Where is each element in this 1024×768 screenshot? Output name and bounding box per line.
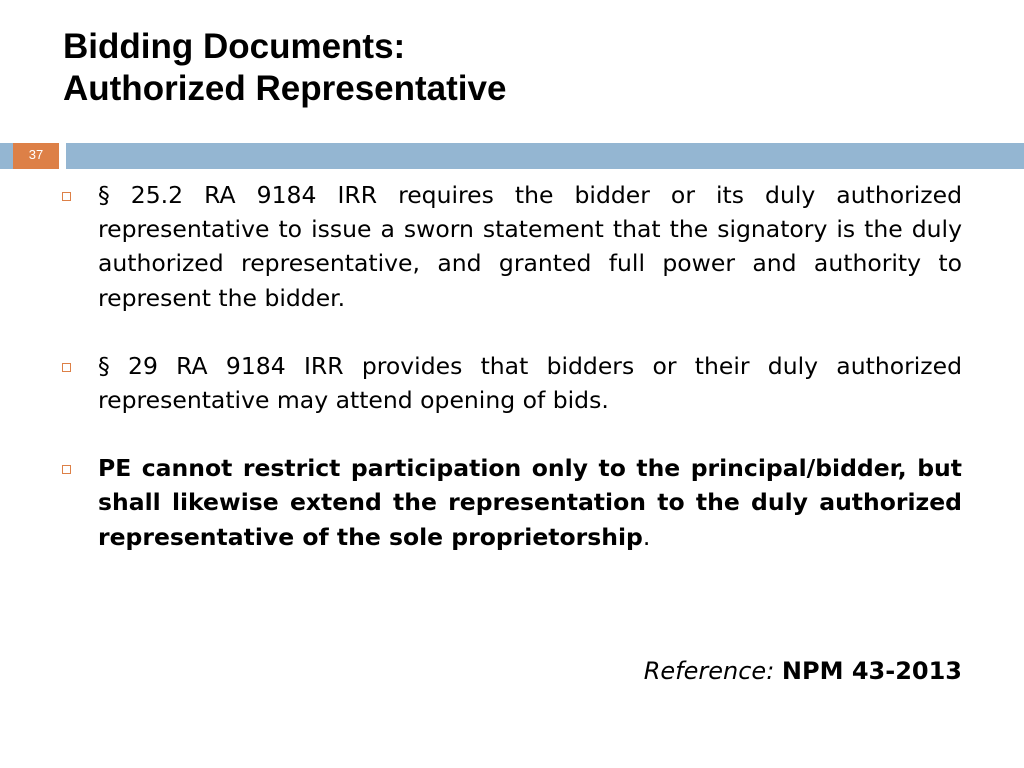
reference-note [644, 654, 962, 688]
bullet-text-3: PE cannot restrict participation only to the principal/bidder, but shall likewise extend the representation to the duly authorized representative of the sole proprietorship [98, 454, 962, 551]
page-number: 37 [13, 143, 59, 169]
reference-value: NPM 43-2013 [781, 657, 962, 685]
bullet-text-3-period: . [642, 522, 651, 551]
bullet-item-1 [62, 178, 962, 315]
header-rule-left [0, 143, 13, 169]
bullet-text-1: § 25.2 RA 9184 IRR requires the bidder or its duly authorized representative to issue a sworn statement that the signatory is the duly authorized representative, and granted full power and authority to represent the bidder. [98, 181, 962, 312]
reference-label: Reference: [643, 657, 775, 685]
slide-title-line-1: Bidding Documents: [63, 27, 406, 66]
bullet-item-3 [62, 451, 962, 554]
bullet-list [62, 178, 962, 588]
slide-title-line-2: Authorized Representative [63, 69, 507, 108]
square-bullet-icon [62, 465, 71, 474]
header-rule-right [66, 143, 1024, 169]
bullet-text-2: § 29 RA 9184 IRR provides that bidders or their duly authorized representative may attend opening of bids. [98, 351, 962, 415]
square-bullet-icon [62, 363, 71, 372]
slide-title [63, 26, 506, 110]
square-bullet-icon [62, 192, 71, 201]
bullet-item-2 [62, 349, 962, 417]
